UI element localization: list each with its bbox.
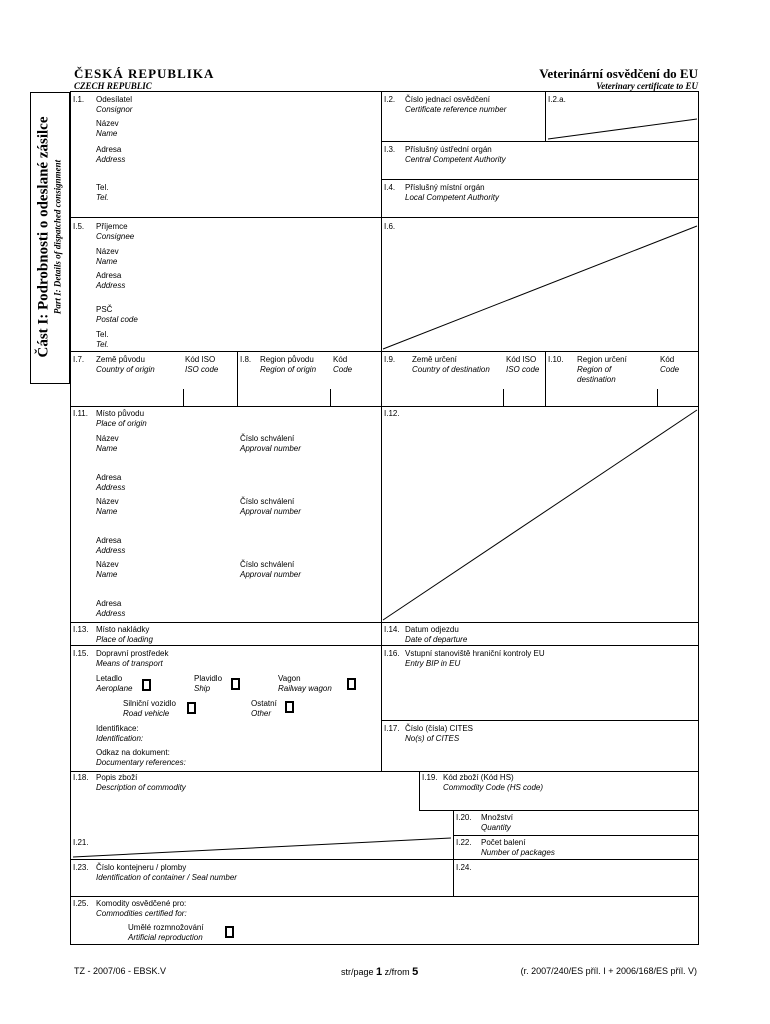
consignor-address-label: Adresa Address	[96, 145, 126, 164]
page-number: 1	[376, 966, 383, 978]
field-number: I.22.	[456, 838, 472, 847]
destination-region-label: Region určení Region of destination	[577, 355, 627, 384]
ship-checkbox[interactable]	[231, 678, 240, 690]
field-number: I.18.	[73, 773, 89, 782]
local-authority-label: Příslušný místní orgán Local Competent Authority	[405, 183, 499, 202]
page-total: 5	[412, 966, 419, 978]
destination-country-label: Země určení Country of destination	[412, 355, 490, 374]
aeroplane-label: Letadlo Aeroplane	[96, 674, 133, 693]
consignee-label: Příjemce Consignee	[96, 222, 135, 241]
consignee-address-label: Adresa Address	[96, 271, 126, 290]
artificial-reproduction-label: Umělé rozmnožování Artificial reproduction	[128, 923, 204, 942]
origin-country-label: Země původu Country of origin	[96, 355, 155, 374]
consignor-tel-label: Tel. Tel.	[96, 183, 109, 202]
origin-name-label: Název Name	[96, 560, 119, 579]
other-transport-label: Ostatní Other	[251, 699, 277, 718]
commodity-description-label: Popis zboží Description of commodity	[96, 773, 186, 792]
origin-address-label: Adresa Address	[96, 473, 126, 492]
artificial-reproduction-checkbox[interactable]	[225, 926, 234, 938]
consignee-postal-label: PSČ Postal code	[96, 305, 138, 324]
ship-label: Plavidlo Ship	[194, 674, 223, 693]
country-title: ČESKÁ REPUBLIKA	[74, 66, 215, 81]
documentary-references-label: Odkaz na dokument: Documentary references:	[96, 748, 186, 767]
field-number: I.20.	[456, 813, 472, 822]
entry-bip-label: Vstupní stanoviště hraniční kontroly EU Entry BIP in EU	[405, 649, 545, 668]
approval-number-label: Číslo schválení Approval number	[240, 434, 301, 453]
road-vehicle-label: Silniční vozidlo Road vehicle	[123, 699, 176, 718]
commodities-certified-label: Komodity osvědčené pro: Commodities certified for:	[96, 899, 187, 918]
place-of-origin-label: Místo původu Place of origin	[96, 409, 147, 428]
place-of-loading-label: Místo nakládky Place of loading	[96, 625, 153, 644]
origin-region-label: Region původu Region of origin	[260, 355, 317, 374]
origin-address-label: Adresa Address	[96, 536, 126, 555]
origin-region-code-label: Kód Code	[333, 355, 353, 374]
field-number: I.11.	[73, 409, 88, 418]
field-number: I.19.	[422, 773, 438, 782]
consignor-name-label: Název Name	[96, 119, 119, 138]
consignee-tel-label: Tel. Tel.	[96, 330, 109, 349]
field-number: I.25.	[73, 899, 89, 908]
date-of-departure-label: Datum odjezdu Date of departure	[405, 625, 468, 644]
railway-wagon-checkbox[interactable]	[347, 678, 356, 690]
field-number: I.12.	[384, 409, 400, 418]
aeroplane-checkbox[interactable]	[142, 679, 151, 691]
origin-iso-label: Kód ISO ISO code	[185, 355, 219, 374]
field-number: I.17.	[384, 724, 400, 733]
consignee-name-label: Název Name	[96, 247, 119, 266]
footer-legal-reference: (r. 2007/240/ES příl. I + 2006/168/ES příl. V)	[520, 966, 697, 976]
field-number: I.5.	[73, 222, 85, 231]
field-number: I.15.	[73, 649, 89, 658]
field-number: I.2.a.	[548, 95, 566, 104]
commodity-code-label: Kód zboží (Kód HS) Commodity Code (HS code)	[443, 773, 544, 792]
field-number: I.13.	[73, 625, 89, 634]
field-number: I.23.	[73, 863, 89, 872]
origin-name-label: Název Name	[96, 497, 119, 516]
field-number: I.14.	[384, 625, 400, 634]
country-subtitle: CZECH REPUBLIC	[74, 81, 152, 91]
field-number: I.3.	[384, 145, 396, 154]
side-title-cz: Část I: Podrobnosti o odeslané zásilce	[35, 116, 52, 358]
destination-iso-label: Kód ISO ISO code	[506, 355, 540, 374]
road-vehicle-checkbox[interactable]	[187, 702, 196, 714]
field-number: I.8.	[240, 355, 252, 364]
central-authority-label: Příslušný ústřední orgán Central Competent Authority	[405, 145, 506, 164]
side-title-en: Part I: Details of dispatched consignment	[52, 159, 63, 315]
origin-address-label: Adresa Address	[96, 599, 126, 618]
field-number: I.9.	[384, 355, 396, 364]
number-of-packages-label: Počet balení Number of packages	[481, 838, 555, 857]
field-number: I.4.	[384, 183, 396, 192]
field-number: I.1.	[73, 95, 85, 104]
origin-name-label: Název Name	[96, 434, 119, 453]
consignor-label: Odesílatel Consignor	[96, 95, 133, 114]
field-number: I.10.	[548, 355, 564, 364]
railway-wagon-label: Vagon Railway wagon	[278, 674, 332, 693]
certificate-title: Veterinární osvědčení do EU	[539, 66, 698, 81]
certificate-reference-label: Číslo jednací osvědčení Certificate reference number	[405, 95, 507, 114]
field-number: I.24.	[456, 863, 472, 872]
quantity-label: Množství Quantity	[481, 813, 514, 832]
container-seal-label: Číslo kontejneru / plomby Identification of container / Seal number	[96, 863, 237, 882]
approval-number-label: Číslo schválení Approval number	[240, 497, 301, 516]
footer-code: TZ - 2007/06 - EBSK.V	[74, 966, 167, 976]
field-number: I.2.	[384, 95, 396, 104]
destination-region-code-label: Kód Code	[660, 355, 680, 374]
identification-label: Identifikace: Identification:	[96, 724, 144, 743]
field-number: I.7.	[73, 355, 85, 364]
other-transport-checkbox[interactable]	[285, 701, 294, 713]
approval-number-label: Číslo schválení Approval number	[240, 560, 301, 579]
field-number: I.16.	[384, 649, 400, 658]
means-of-transport-label: Dopravní prostředek Means of transport	[96, 649, 169, 668]
certificate-subtitle: Veterinary certificate to EU	[596, 81, 698, 91]
field-number: I.6.	[384, 222, 396, 231]
field-number: I.21.	[73, 838, 89, 847]
cites-number-label: Číslo (čísla) CITES No(s) of CITES	[405, 724, 474, 743]
footer-page: str/page 1 z/from 5	[341, 966, 419, 978]
